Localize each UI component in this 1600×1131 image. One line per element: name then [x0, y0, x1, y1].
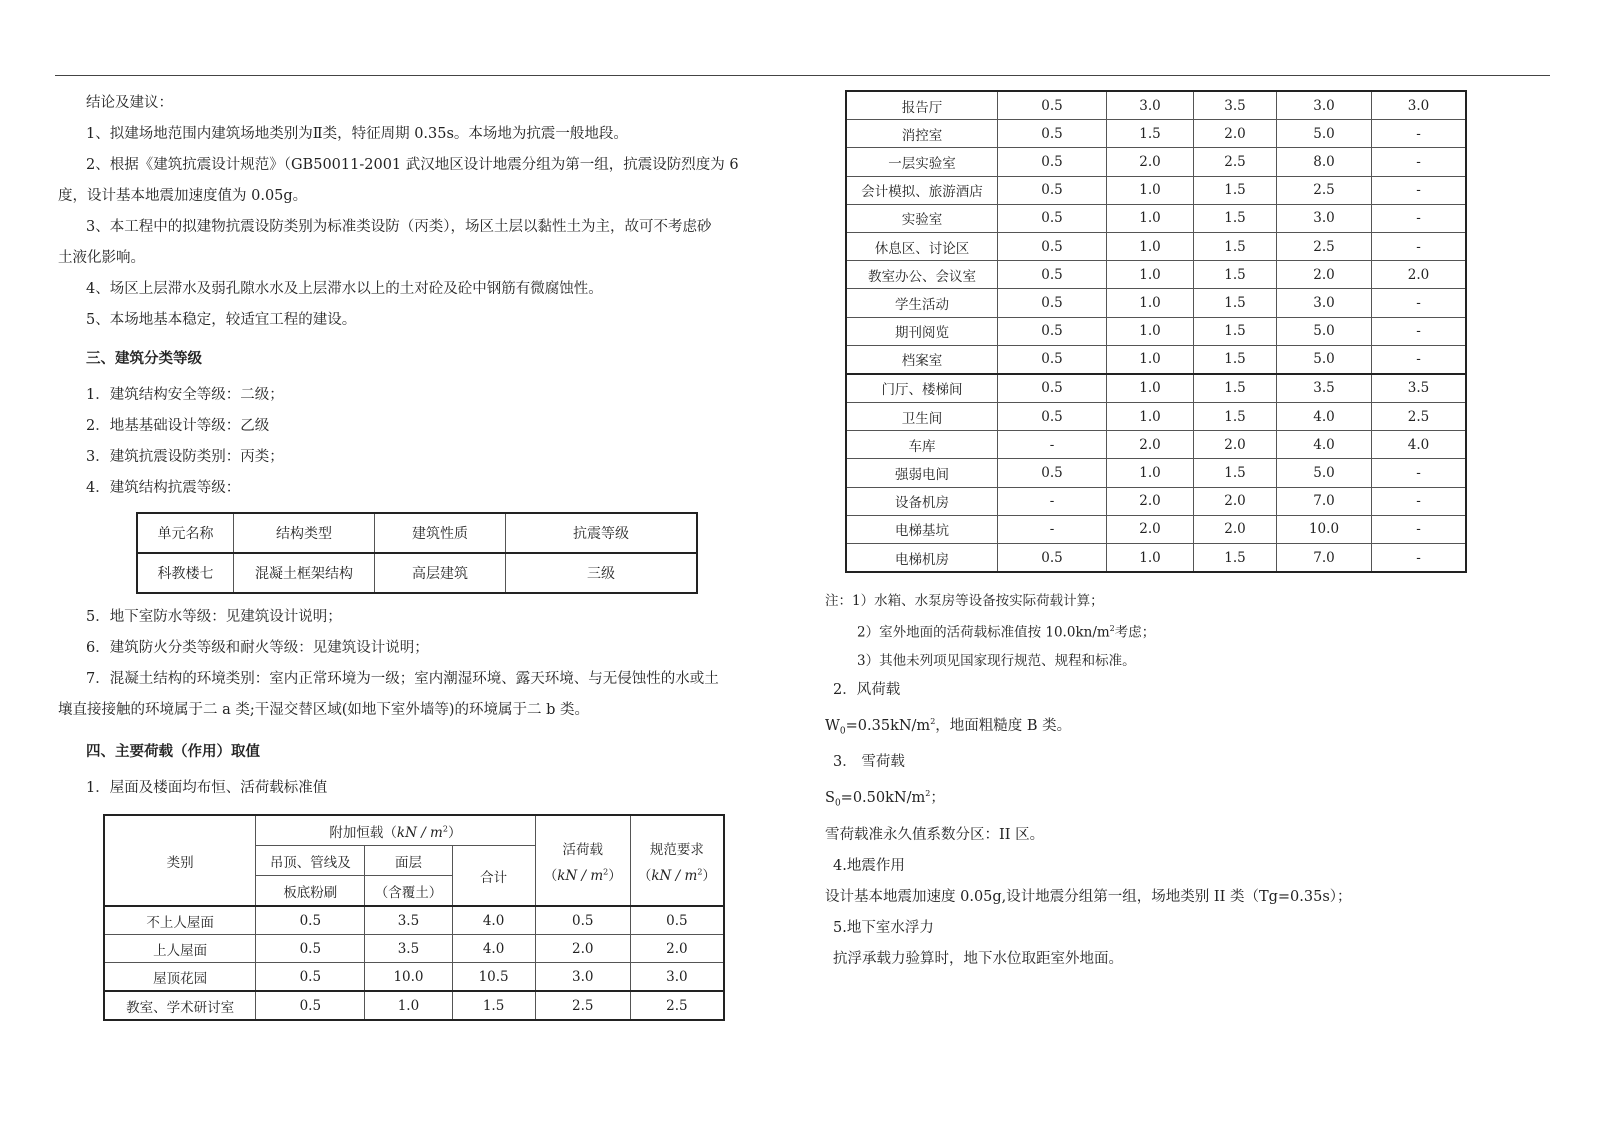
header-live-load: 活荷载 $(kN / m^2)$ [535, 815, 630, 906]
table-cell: 1.0 [1107, 176, 1194, 204]
table-cell: 三级 [506, 553, 698, 593]
table-row [846, 91, 1466, 120]
table-cell: 1.0 [1107, 403, 1194, 431]
table-cell: - [1372, 544, 1467, 573]
header-rule [55, 75, 1550, 76]
table-cell: 1.5 [1194, 204, 1277, 232]
table-cell: 0.5 [998, 120, 1107, 148]
table-cell: 0.5 [998, 289, 1107, 317]
quake-text: 设计基本地震加速度 0.05g,设计地震分组第一组，场地类别 II 类（Tg=0.35s）； [825, 889, 1352, 906]
table-cell: 会计模拟、旅游酒店 [846, 176, 998, 204]
table-cell: 2.5 [1277, 232, 1372, 260]
table-cell: 强弱电间 [846, 459, 998, 487]
header-sub2-b: （含覆土） [365, 876, 452, 907]
seismic-grade-table [136, 512, 698, 594]
left-column [58, 88, 793, 1021]
table-cell: 1.5 [1194, 289, 1277, 317]
table-cell: 5.0 [1277, 345, 1372, 374]
table-row [846, 431, 1466, 459]
table-cell: 0.5 [998, 176, 1107, 204]
table-cell: 一层实验室 [846, 148, 998, 176]
table-cell: 3.5 [1194, 91, 1277, 120]
table-cell: 1.5 [1194, 403, 1277, 431]
conclusion-1: 1、拟建场地范围内建筑场地类别为Ⅱ类，特征周期 0.35s。本场地为抗震一般地段。 [86, 126, 628, 142]
table-cell: - [1372, 148, 1467, 176]
table-cell: 0.5 [256, 906, 365, 935]
table-cell: 3.0 [1107, 91, 1194, 120]
table-cell: 2.0 [1194, 515, 1277, 543]
table-cell: 电梯基坑 [846, 515, 998, 543]
table-cell: 2.0 [1194, 120, 1277, 148]
table-cell: 2.5 [1194, 148, 1277, 176]
wind-title: 2．风荷载 [833, 681, 901, 698]
table-cell: 教室、学术研讨室 [104, 991, 256, 1020]
table-cell: 0.5 [256, 963, 365, 992]
table-cell: 高层建筑 [375, 553, 506, 593]
table-cell: 实验室 [846, 204, 998, 232]
table-cell: 0.5 [998, 403, 1107, 431]
table-row [846, 261, 1466, 289]
table-header-row [104, 815, 724, 846]
table-cell: 4.0 [1277, 403, 1372, 431]
table-cell: 0.5 [998, 261, 1107, 289]
table-cell: 1.0 [1107, 459, 1194, 487]
notes [825, 587, 1515, 675]
table-cell: 4.0 [1277, 431, 1372, 459]
load-table-continued [845, 90, 1467, 573]
table-cell: 1.5 [1194, 317, 1277, 345]
table-cell: 0.5 [630, 906, 724, 935]
table-cell: 0.5 [535, 906, 630, 935]
table-cell: 1.5 [1194, 544, 1277, 573]
table-cell: 0.5 [998, 374, 1107, 403]
table-cell: 1.0 [1107, 289, 1194, 317]
header-spec: 规范要求 $(kN / m^2)$ [630, 815, 724, 906]
table-cell: 3.5 [365, 935, 452, 963]
table-row [104, 991, 724, 1020]
table-row [846, 459, 1466, 487]
table-cell: - [1372, 459, 1467, 487]
table-cell: 1.0 [1107, 261, 1194, 289]
table-cell: 7.0 [1277, 487, 1372, 515]
header-cell: 抗震等级 [506, 513, 698, 553]
table-cell: 0.5 [998, 91, 1107, 120]
table-row [104, 906, 724, 935]
table-cell: 2.5 [1372, 403, 1467, 431]
note-3: 3）其他未列项见国家现行规范、规程和标准。 [857, 652, 1136, 669]
table-cell: 0.5 [256, 935, 365, 963]
header-dead-load: 附加恒载$(kN / m^2)$ [256, 815, 535, 846]
header-sub1-b: 板底粉刷 [256, 876, 365, 907]
table-cell: 5.0 [1277, 317, 1372, 345]
table-row [846, 544, 1466, 573]
conclusion-3-cont: 土液化影响。 [58, 250, 145, 266]
table-cell: - [998, 515, 1107, 543]
table-cell: - [1372, 317, 1467, 345]
table-cell: 上人屋面 [104, 935, 256, 963]
table-row [846, 232, 1466, 260]
note-2: 2）室外地面的活荷载标准值按 $10.0kn/m^2$考虑； [857, 624, 1156, 641]
snow-text: $S_0=0.50kN/m^2$； [825, 789, 945, 810]
section3-item-7: 7．混凝土结构的环境类别：室内正常环境为一级；室内潮湿环境、露天环境、与无侵蚀性的水或土 [86, 671, 719, 687]
table-row [104, 963, 724, 992]
header-sub2: 面层 [365, 846, 452, 876]
section3-item-4: 4．建筑结构抗震等级： [86, 480, 241, 496]
section3-item-7-cont: 壤直接接触的环境属于二 a 类;干湿交替区域(如地下室外墙等)的环境属于二 b 类。 [58, 702, 590, 718]
table-row [846, 120, 1466, 148]
buoyancy-text: 抗浮承载力验算时，地下水位取距室外地面。 [833, 951, 1123, 968]
note-1: 注：1）水箱、水泵房等设备按实际荷载计算； [825, 593, 1104, 610]
table-cell: 3.0 [1277, 91, 1372, 120]
snow-zone: 雪荷载准永久值系数分区：II 区。 [825, 827, 1045, 844]
table-cell: 2.0 [1194, 487, 1277, 515]
quake-title: 4.地震作用 [833, 858, 905, 875]
table-row [846, 317, 1466, 345]
table-cell: 2.0 [1107, 148, 1194, 176]
table-cell: 3.5 [1372, 374, 1467, 403]
table-cell: 0.5 [998, 459, 1107, 487]
section3-title: 三、建筑分类等级 [86, 351, 202, 367]
table-cell: 0.5 [256, 991, 365, 1020]
header-cell: 建筑性质 [375, 513, 506, 553]
header-sub3: 合计 [452, 846, 535, 907]
table-cell: 2.0 [630, 935, 724, 963]
section3-item-2: 2．地基基础设计等级：乙级 [86, 418, 270, 434]
section3-item-3: 3．建筑抗震设防类别：丙类； [86, 449, 284, 465]
table-cell: 10.5 [452, 963, 535, 992]
table-cell: 10.0 [1277, 515, 1372, 543]
table-cell: 4.0 [1372, 431, 1467, 459]
conclusion-3: 3、本工程中的拟建物抗震设防类别为标准类设防（丙类），场区土层以黏性土为主，故可不考虑砂 [86, 219, 712, 235]
table-cell: - [1372, 176, 1467, 204]
table-row [846, 403, 1466, 431]
table-row [846, 204, 1466, 232]
table-cell: 0.5 [998, 317, 1107, 345]
table-cell: 8.0 [1277, 148, 1372, 176]
table-row [104, 935, 724, 963]
table-cell: - [998, 431, 1107, 459]
conclusion-5: 5、本场地基本稳定，较适宜工程的建设。 [86, 312, 357, 328]
table-cell: 报告厅 [846, 91, 998, 120]
section3-item-1: 1．建筑结构安全等级：二级； [86, 387, 284, 403]
wind-text: $W_0=0.35kN/m^2$，地面粗糙度 B 类。 [825, 716, 1072, 737]
table-cell: 2.0 [1194, 431, 1277, 459]
table-cell: 1.0 [365, 991, 452, 1020]
table-cell: - [1372, 515, 1467, 543]
conclusion-title: 结论及建议： [86, 95, 173, 111]
table-cell: 5.0 [1277, 459, 1372, 487]
table-cell: 1.0 [1107, 544, 1194, 573]
load-table [103, 814, 725, 1021]
table-cell: 设备机房 [846, 487, 998, 515]
table-cell: 0.5 [998, 232, 1107, 260]
table-cell: 0.5 [998, 544, 1107, 573]
header-cell: 单元名称 [137, 513, 234, 553]
table-cell: 电梯机房 [846, 544, 998, 573]
table-cell: 消控室 [846, 120, 998, 148]
table-cell: 1.5 [1194, 232, 1277, 260]
table-cell: 2.5 [630, 991, 724, 1020]
table-cell: 5.0 [1277, 120, 1372, 148]
table-row [846, 345, 1466, 374]
section3-item-5: 5．地下室防水等级：见建筑设计说明； [86, 609, 342, 625]
table-cell: 车库 [846, 431, 998, 459]
table-row [846, 148, 1466, 176]
table-cell: 休息区、讨论区 [846, 232, 998, 260]
table-cell: 教室办公、会议室 [846, 261, 998, 289]
table-cell: 1.5 [1194, 374, 1277, 403]
table-cell: - [1372, 204, 1467, 232]
table-cell: 1.5 [1194, 176, 1277, 204]
table-cell: 0.5 [998, 148, 1107, 176]
table-cell: 3.0 [1277, 289, 1372, 317]
table-cell: 0.5 [998, 204, 1107, 232]
table-cell: 门厅、楼梯间 [846, 374, 998, 403]
table-cell: 3.5 [365, 906, 452, 935]
table-row [137, 553, 697, 593]
table-cell: - [1372, 345, 1467, 374]
header-category: 类别 [104, 815, 256, 906]
section4-sub1: 1．屋面及楼面均布恒、活荷载标准值 [86, 780, 328, 796]
table-row [846, 289, 1466, 317]
table-cell: 3.0 [535, 963, 630, 992]
table-cell: 期刊阅览 [846, 317, 998, 345]
table-cell: 1.0 [1107, 232, 1194, 260]
table-cell: 2.0 [1372, 261, 1467, 289]
table-cell: 1.5 [452, 991, 535, 1020]
table-cell: - [1372, 120, 1467, 148]
table-cell: 1.0 [1107, 345, 1194, 374]
table-cell: 1.0 [1107, 317, 1194, 345]
table-cell: 屋顶花园 [104, 963, 256, 992]
table-row [846, 487, 1466, 515]
table-cell: 10.0 [365, 963, 452, 992]
conclusion-2-cont: 度，设计基本地震加速度值为 0.05g。 [58, 188, 308, 204]
table-cell: 2.0 [535, 935, 630, 963]
table-cell: 2.5 [535, 991, 630, 1020]
table-cell: 学生活动 [846, 289, 998, 317]
table-cell: 4.0 [452, 935, 535, 963]
right-column [825, 90, 1515, 975]
table-row [846, 515, 1466, 543]
section3-item-6: 6．建筑防火分类等级和耐火等级：见建筑设计说明； [86, 640, 429, 656]
table-cell: 3.5 [1277, 374, 1372, 403]
table-cell: 1.5 [1194, 261, 1277, 289]
snow-title: 3． 雪荷载 [833, 754, 905, 771]
section4-title: 四、主要荷载（作用）取值 [86, 744, 260, 760]
table-cell: 1.5 [1107, 120, 1194, 148]
table-cell: 档案室 [846, 345, 998, 374]
table-cell: 7.0 [1277, 544, 1372, 573]
header-cell: 结构类型 [234, 513, 375, 553]
table-cell: 4.0 [452, 906, 535, 935]
table-cell: 2.0 [1107, 515, 1194, 543]
table-cell: 3.0 [1372, 91, 1467, 120]
table-cell: 不上人屋面 [104, 906, 256, 935]
table-cell: 2.0 [1107, 431, 1194, 459]
table-cell: - [1372, 487, 1467, 515]
table-cell: - [1372, 232, 1467, 260]
table-cell: - [998, 487, 1107, 515]
table-cell: 混凝土框架结构 [234, 553, 375, 593]
header-sub1: 吊顶、管线及 [256, 846, 365, 876]
loads-section [825, 675, 1515, 975]
table-row [846, 176, 1466, 204]
table-cell: 2.0 [1107, 487, 1194, 515]
buoyancy-title: 5.地下室水浮力 [833, 920, 934, 937]
table-cell: 2.5 [1277, 176, 1372, 204]
table-cell: 1.0 [1107, 374, 1194, 403]
table-cell: - [1372, 289, 1467, 317]
table-header-row [137, 513, 697, 553]
table-cell: 1.5 [1194, 459, 1277, 487]
table-cell: 科教楼七 [137, 553, 234, 593]
table-row [846, 374, 1466, 403]
table-cell: 3.0 [630, 963, 724, 992]
table-cell: 卫生间 [846, 403, 998, 431]
table-cell: 3.0 [1277, 204, 1372, 232]
conclusion-4: 4、场区上层滞水及弱孔隙水水及上层滞水以上的土对砼及砼中钢筋有微腐蚀性。 [86, 281, 603, 297]
conclusion-2: 2、根据《建筑抗震设计规范》（GB50011-2001 武汉地区设计地震分组为第一组，抗震设防烈度为 6 [86, 157, 739, 173]
table-cell: 1.0 [1107, 204, 1194, 232]
table-cell: 2.0 [1277, 261, 1372, 289]
table-cell: 1.5 [1194, 345, 1277, 374]
table-cell: 0.5 [998, 345, 1107, 374]
